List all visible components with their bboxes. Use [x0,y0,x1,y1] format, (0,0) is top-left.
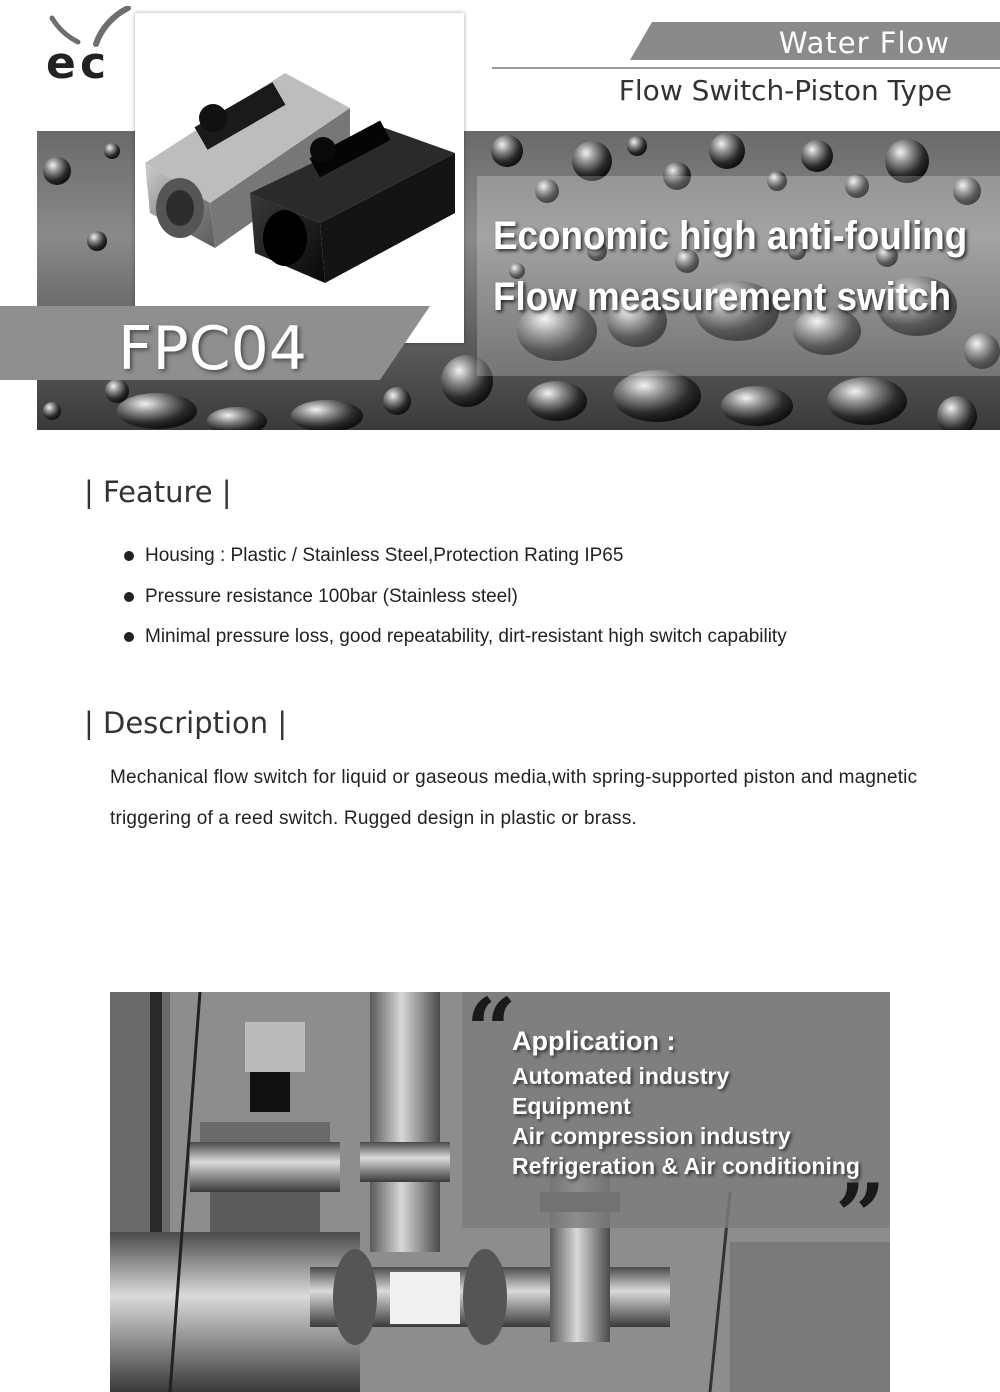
close-quote-icon: ” [835,1164,886,1268]
application-heading: Application : [512,1026,676,1056]
application-item: Equipment [512,1093,631,1119]
model-number: FPC04 [118,314,307,384]
feature-list [124,540,787,662]
bullet-icon [124,592,134,602]
application-item: Refrigeration & Air conditioning [512,1153,860,1179]
bullet-icon [124,632,134,642]
header-divider [492,67,1000,69]
feature-item: Minimal pressure loss, good repeatability, dirt-resistant high switch capability [124,621,787,662]
application-item: Automated industry [512,1063,730,1089]
description-text: Mechanical flow switch for liquid or gaseous media,with spring-supported piston and magnetic triggering of a reed switch. Rugged design in plastic or brass. [110,767,918,829]
description-heading: | Description | [84,706,288,740]
product-photo [135,13,464,343]
feature-item: Pressure resistance 100bar (Stainless steel) [124,581,787,622]
category-label: Water Flow [778,26,950,60]
headline-line-2: Flow measurement switch [493,275,952,319]
feature-heading: | Feature | [84,475,232,509]
product-type-subtitle: Flow Switch-Piston Type [618,74,952,107]
svg-text:e: e [46,38,76,86]
headline [493,206,967,328]
headline-line-1: Economic high anti-fouling [493,214,968,258]
svg-text:c: c [80,38,107,86]
eyc-logo [44,6,134,86]
application-list [512,1061,860,1181]
bullet-icon [124,551,134,561]
feature-item: Housing : Plastic / Stainless Steel,Protection Rating IP65 [124,540,787,581]
application-item: Air compression industry [512,1123,791,1149]
open-quote-icon: “ [466,978,517,1082]
